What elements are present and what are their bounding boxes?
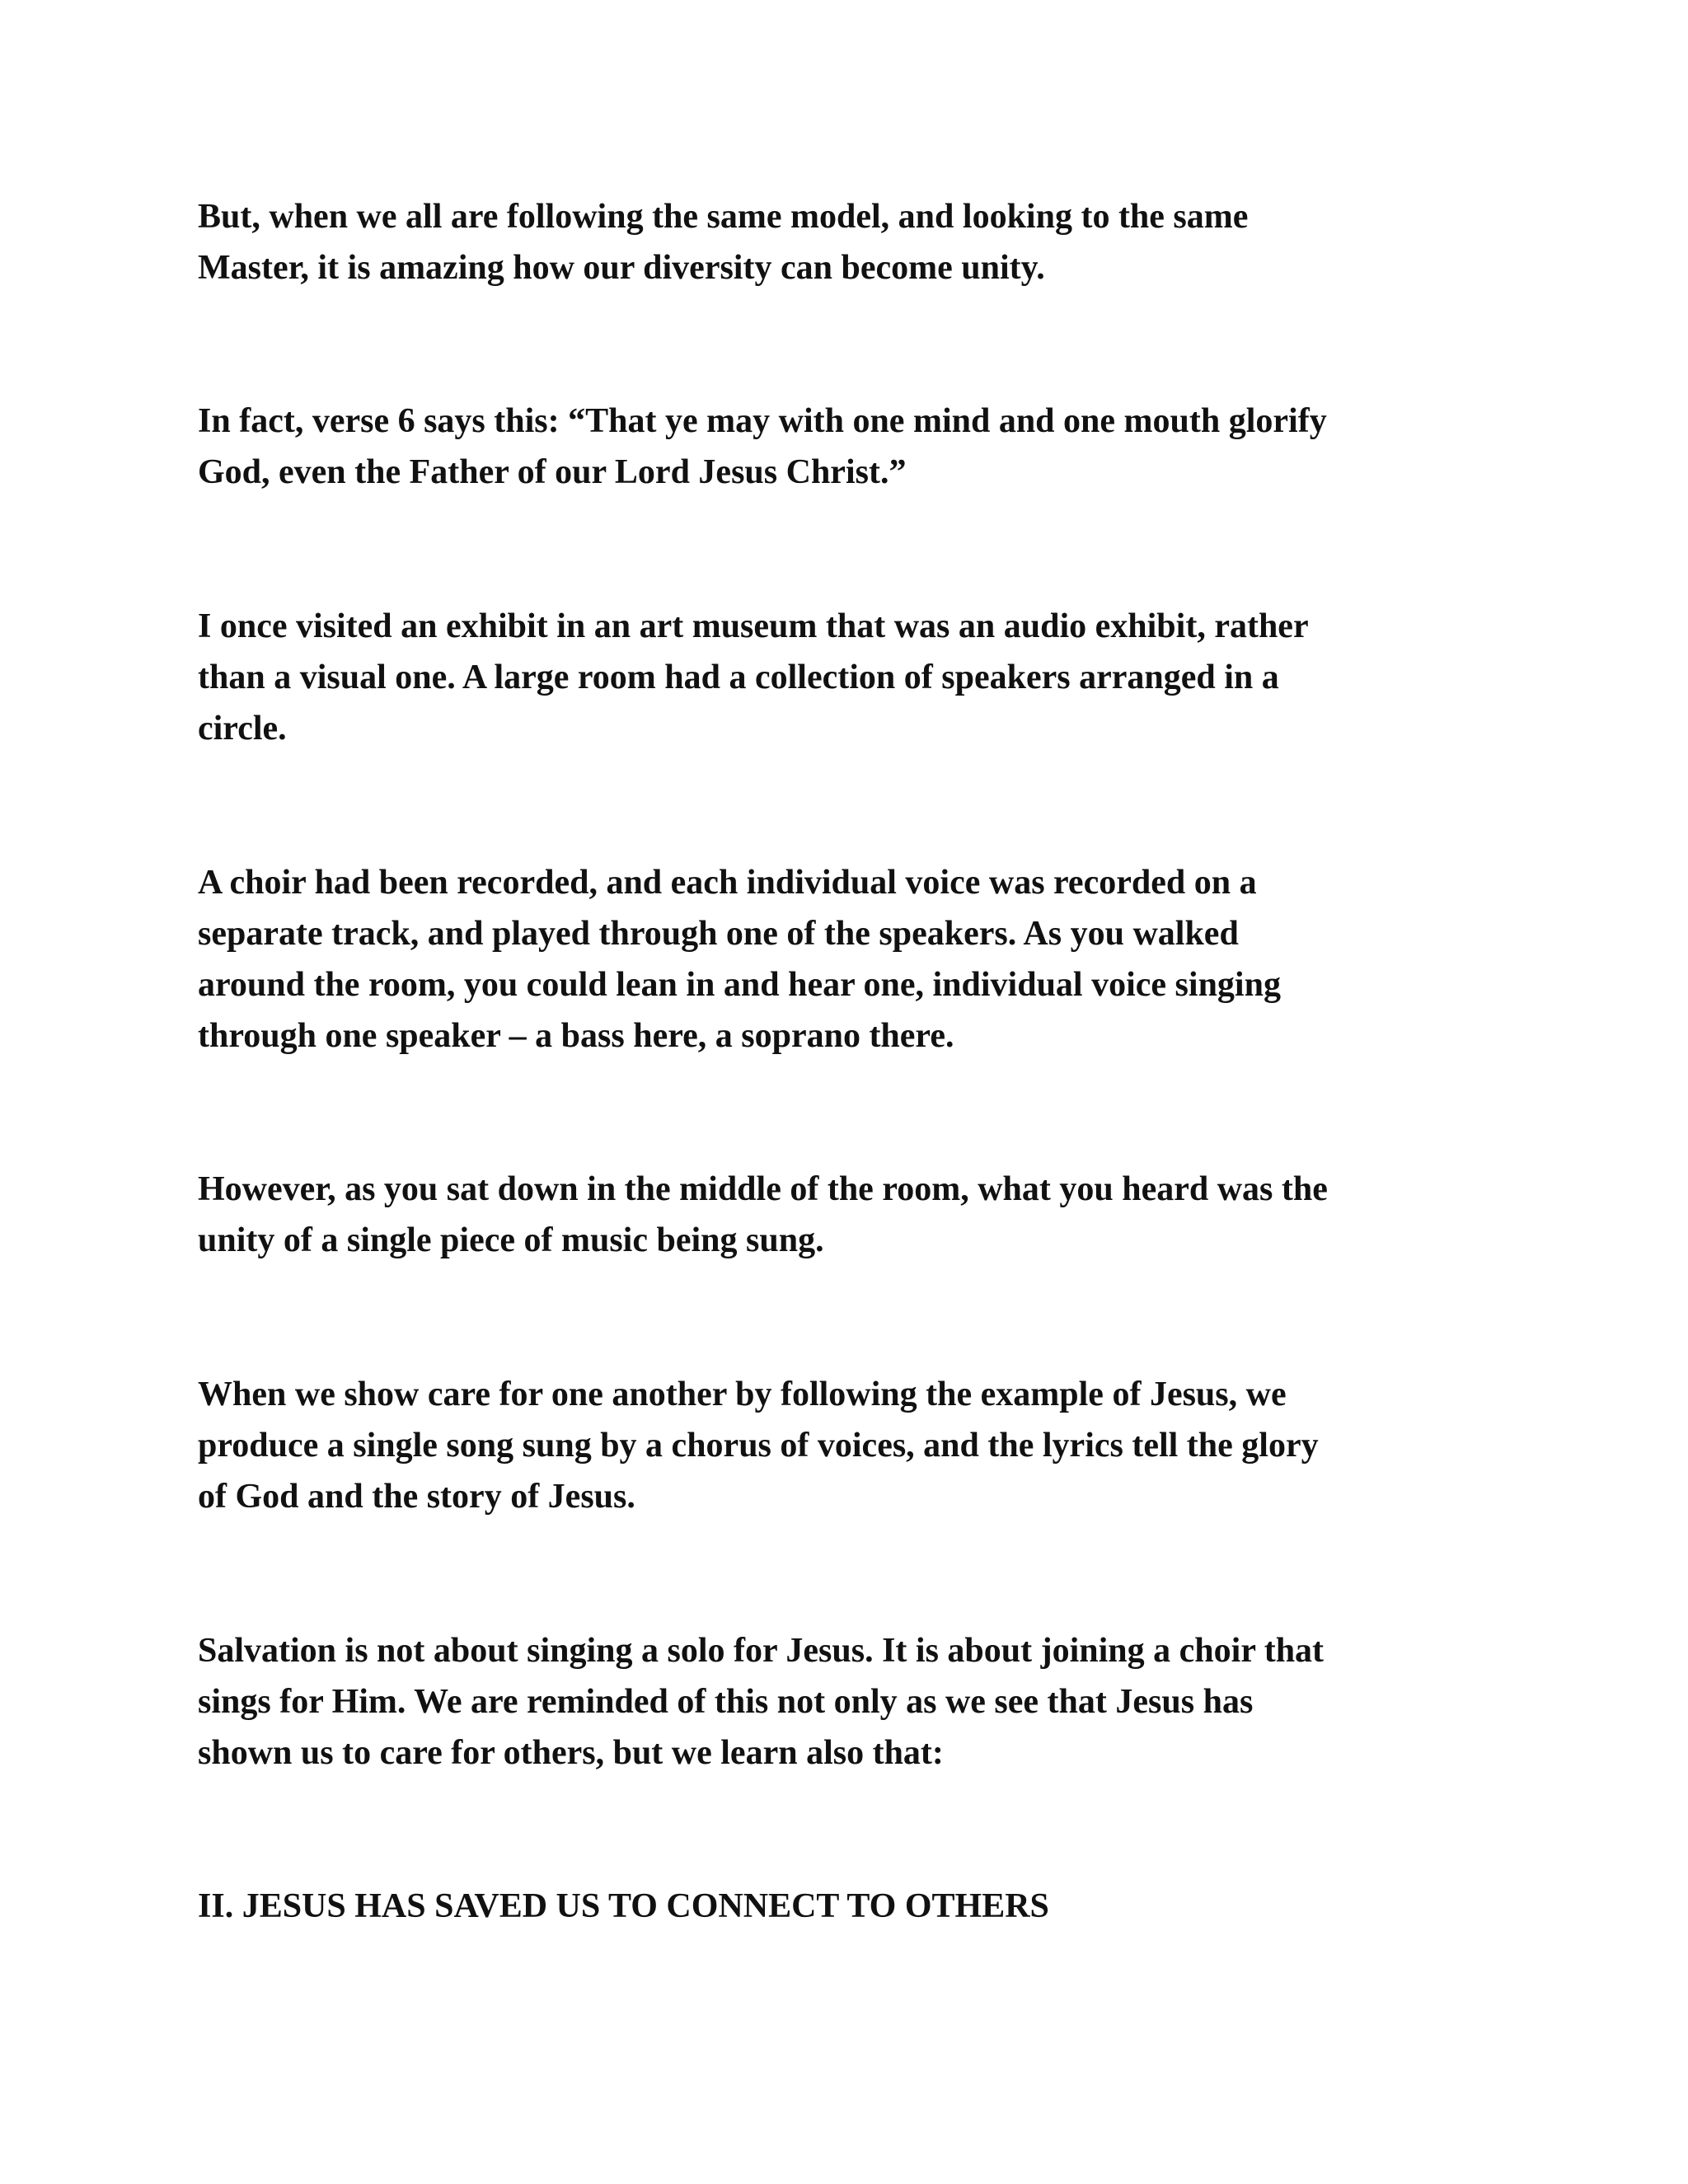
text-line: sings for Him. We are reminded of this not only as we see that Jesus has	[198, 1683, 1254, 1721]
text-line: When we show care for one another by following the example of Jesus, we	[198, 1376, 1287, 1413]
text-line: God, even the Father of our Lord Jesus Christ.”	[198, 453, 907, 491]
text-line: circle.	[198, 710, 287, 748]
paragraph-single-song	[198, 1369, 1484, 1522]
text-line: Master, it is amazing how our diversity can become unity.	[198, 249, 1045, 287]
text-line: of God and the story of Jesus.	[198, 1478, 635, 1516]
paragraph-art-museum	[198, 601, 1484, 754]
text-line: through one speaker – a bass here, a soprano there.	[198, 1017, 954, 1055]
paragraph-unity	[198, 191, 1484, 293]
text-line: shown us to care for others, but we learn also that:	[198, 1734, 944, 1772]
text-line: produce a single song sung by a chorus of voices, and the lyrics tell the glory	[198, 1427, 1319, 1465]
text-line: In fact, verse 6 says this: “That ye may with one mind and one mouth glorify	[198, 402, 1327, 440]
text-line: separate track, and played through one of the speakers. As you walked	[198, 915, 1239, 953]
paragraph-choir-recording	[198, 857, 1484, 1062]
text-line: around the room, you could lean in and hear one, individual voice singing	[198, 966, 1281, 1004]
text-line: I once visited an exhibit in an art museum that was an audio exhibit, rather	[198, 607, 1309, 645]
text-line: A choir had been recorded, and each individual voice was recorded on a	[198, 864, 1257, 902]
paragraph-salvation	[198, 1625, 1484, 1779]
text-line: However, as you sat down in the middle of the room, what you heard was the	[198, 1170, 1328, 1208]
text-line: than a visual one. A large room had a collection of speakers arranged in a	[198, 658, 1279, 696]
text-line: But, when we all are following the same model, and looking to the same	[198, 198, 1249, 236]
text-line: unity of a single piece of music being sung.	[198, 1221, 824, 1259]
paragraph-middle-of-room	[198, 1164, 1484, 1266]
paragraph-verse-6	[198, 396, 1484, 498]
section-heading: II. JESUS HAS SAVED US TO CONNECT TO OTHERS	[198, 1887, 1049, 1925]
text-line: Salvation is not about singing a solo for Jesus. It is about joining a choir that	[198, 1632, 1325, 1670]
